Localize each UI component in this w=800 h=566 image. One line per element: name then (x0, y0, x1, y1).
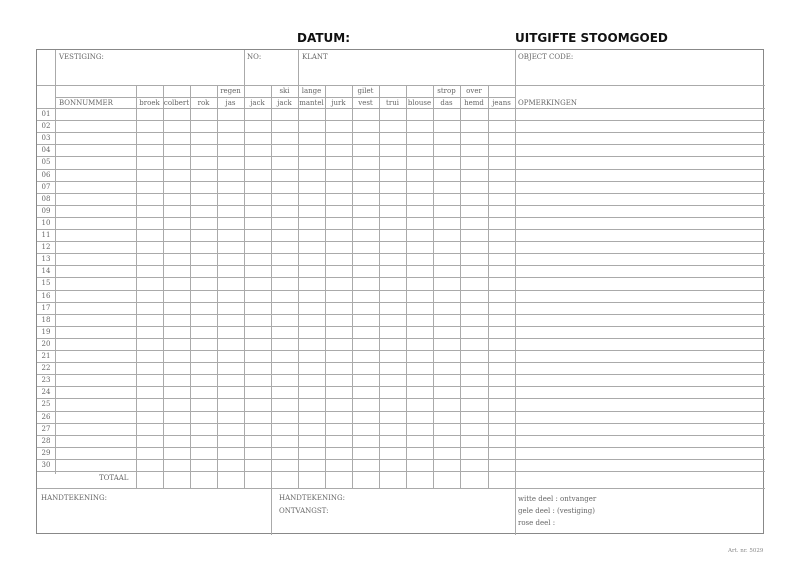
row-number: 07 (41, 183, 51, 191)
row-number: 16 (41, 292, 51, 300)
footer-divider-right (515, 488, 516, 535)
table-row-line (37, 338, 765, 339)
garment-column-divider (460, 85, 461, 488)
klant-label: KLANT (302, 53, 328, 61)
row-number: 12 (41, 243, 51, 251)
receipt-label: ONTVANGST: (279, 507, 329, 515)
table-row-line (37, 253, 765, 254)
garment-column-divider (515, 85, 516, 488)
column-header-blouse: blouse (407, 99, 432, 107)
table-row-line (37, 290, 765, 291)
klant-field-divider (298, 50, 299, 85)
row-number: 13 (41, 255, 51, 263)
no-field-divider (244, 50, 245, 85)
garment-column-divider (163, 85, 164, 488)
bonnummer-label: BONNUMMER (59, 99, 113, 107)
garment-column-divider (298, 85, 299, 488)
table-row-line (37, 374, 765, 375)
row-number: 15 (41, 279, 51, 287)
column-header-jas: jas (225, 99, 236, 107)
garment-column-divider (325, 85, 326, 488)
table-row-line (37, 241, 765, 242)
row-number: 04 (41, 146, 51, 154)
signature-mid-label: HANDTEKENING: (279, 494, 345, 502)
row-number: 26 (41, 413, 51, 421)
row-number: 25 (41, 400, 51, 408)
row-number: 21 (41, 352, 51, 360)
table-row-line (37, 459, 765, 460)
table-row-line (37, 447, 765, 448)
row-number: 29 (41, 449, 51, 457)
table-row-line (37, 398, 765, 399)
row-number: 27 (41, 425, 51, 433)
row-number: 23 (41, 376, 51, 384)
garment-column-divider (488, 85, 489, 488)
laundry-issue-form (36, 49, 764, 534)
column-header-top-vest: gilet (357, 87, 374, 95)
copy-distribution-line: gele deel : (vestiging) (518, 507, 595, 515)
row-number: 10 (41, 219, 51, 227)
table-row-line (37, 435, 765, 436)
column-header-colbert: colbert (163, 99, 190, 107)
row-number: 11 (41, 231, 51, 239)
totaal-label: TOTAAL (99, 474, 129, 482)
header-mid-line (55, 97, 515, 98)
copy-distribution-line: rose deel : (518, 519, 556, 527)
header-bottom-line (37, 108, 765, 109)
column-header-jack: jack (277, 99, 292, 107)
table-row-line (37, 217, 765, 218)
row-number: 02 (41, 122, 51, 130)
date-label: DATUM: (297, 31, 350, 45)
table-row-line (37, 205, 765, 206)
column-header-top-jack: ski (279, 87, 290, 95)
row-number: 18 (41, 316, 51, 324)
column-header-top-hemd: over (466, 87, 482, 95)
row-number: 20 (41, 340, 51, 348)
table-row-line (37, 169, 765, 170)
garment-column-divider (217, 85, 218, 488)
table-row-line (37, 302, 765, 303)
column-header-broek: broek (139, 99, 160, 107)
table-row-line (37, 132, 765, 133)
column-header-trui: trui (386, 99, 399, 107)
column-header-top-mantel: lange (301, 87, 322, 95)
table-row-line (37, 156, 765, 157)
table-row-line (37, 386, 765, 387)
opmerkingen-label: OPMERKINGEN (518, 99, 577, 107)
garment-column-divider (433, 85, 434, 488)
row-number: 06 (41, 171, 51, 179)
row-number: 17 (41, 304, 51, 312)
row-number: 30 (41, 461, 51, 469)
table-row-line (37, 144, 765, 145)
garment-column-divider (352, 85, 353, 488)
garment-column-divider (406, 85, 407, 488)
row-number: 24 (41, 388, 51, 396)
table-row-line (37, 181, 765, 182)
table-row-line (37, 362, 765, 363)
column-header-hemd: hemd (464, 99, 484, 107)
row-number: 05 (41, 158, 51, 166)
table-row-line (37, 471, 765, 472)
garment-column-divider (244, 85, 245, 488)
garment-column-divider (136, 85, 137, 488)
garment-column-divider (271, 85, 272, 488)
no-label: NO: (247, 53, 262, 61)
form-title: UITGIFTE STOOMGOED (515, 31, 668, 45)
table-row-line (37, 277, 765, 278)
copy-distribution-line: witte deel : ontvanger (518, 495, 597, 503)
table-row-line (37, 265, 765, 266)
table-row-line (37, 193, 765, 194)
row-number: 08 (41, 195, 51, 203)
table-row-line (37, 120, 765, 121)
column-header-mantel: mantel (299, 99, 324, 107)
column-header-jurk: jurk (331, 99, 346, 107)
object-code-label: OBJECT CODE: (518, 53, 574, 61)
table-row-line (37, 314, 765, 315)
column-header-vest: vest (358, 99, 373, 107)
column-header-das: das (440, 99, 453, 107)
table-row-line (37, 350, 765, 351)
totaal-bottom-line (37, 488, 765, 489)
garment-column-divider (190, 85, 191, 488)
object-code-underline (515, 85, 765, 86)
column-header-top-das: strop (437, 87, 456, 95)
table-row-line (37, 411, 765, 412)
vestiging-label: VESTIGING: (59, 53, 104, 61)
row-number: 28 (41, 437, 51, 445)
row-number: 14 (41, 267, 51, 275)
footer-divider-left (271, 488, 272, 535)
table-row-line (37, 229, 765, 230)
row-number: 09 (41, 207, 51, 215)
column-header-rok: rok (197, 99, 210, 107)
row-number: 22 (41, 364, 51, 372)
garment-column-divider (379, 85, 380, 488)
column-header-top-jas: regen (220, 87, 241, 95)
signature-left-label: HANDTEKENING: (41, 494, 107, 502)
table-row-line (37, 326, 765, 327)
table-row-line (37, 423, 765, 424)
column-header-jeans: jeans (492, 99, 511, 107)
row-number: 19 (41, 328, 51, 336)
row-number: 01 (41, 110, 51, 118)
row-number: 03 (41, 134, 51, 142)
column-header-jack: jack (250, 99, 265, 107)
header-top-line (37, 85, 515, 86)
article-number: Art. nr. 5029 (728, 548, 764, 554)
